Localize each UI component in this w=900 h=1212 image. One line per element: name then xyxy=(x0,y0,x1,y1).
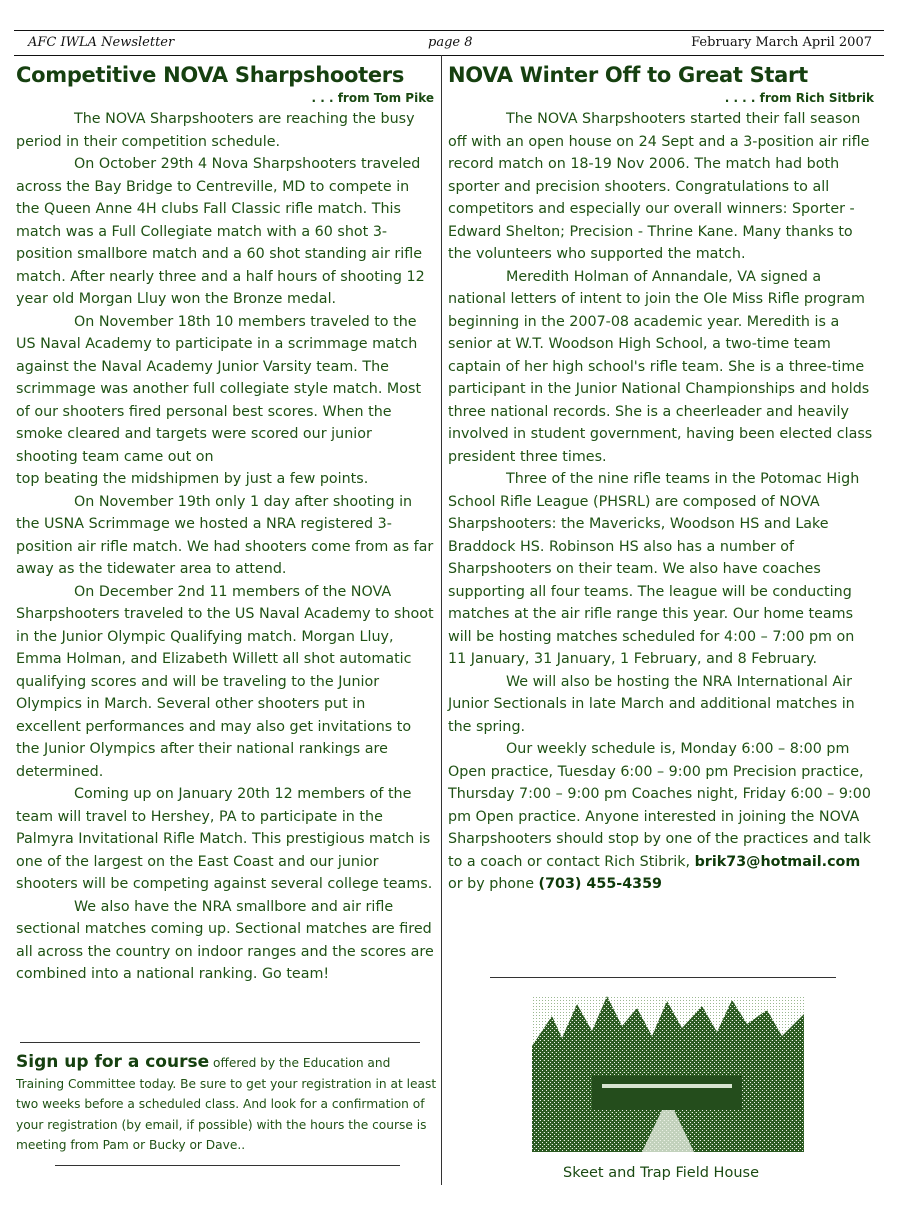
paragraph: We also have the NRA smallbore and air rifle sectional matches coming up. Sectional matches are fired all across the country on indoor ranges and the scores are combined into a national ranking. Go team! xyxy=(16,898,434,982)
newsletter-name: AFC IWLA Newsletter xyxy=(28,35,175,50)
right-article-title: NOVA Winter Off to Great Start xyxy=(448,63,808,87)
schedule-text: Our weekly schedule is, Monday 6:00 – 8:00 pm Open practice, Tuesday 6:00 – 9:00 pm Precision practice, Thursday 7:00 – 9:00 pm Coaches night, Friday 6:00 – 9:00 pm Open practice. Anyone interested in joining the NOVA Sharpshooters should stop by one of the practices and talk to a coach or contact Rich Stibrik, xyxy=(448,741,871,870)
paragraph: On November 19th only 1 day after shooting in the USNA Scrimmage we hosted a NRA registered 3-position air rifle match. We had shooters come from as far away as the tidewater area to attend. xyxy=(16,493,434,577)
paragraph: We will also be hosting the NRA International Air Junior Sectionals in late March and additional matches in the spring. xyxy=(448,673,855,735)
schedule-paragraph xyxy=(448,738,874,896)
field-house-photo xyxy=(532,996,804,1152)
contact-phone: (703) 455-4359 xyxy=(538,876,663,892)
column-divider xyxy=(441,55,442,1185)
page-header xyxy=(14,30,884,56)
signup-body: offered by the Education and Training Committee today. Be sure to get your registration in at least two weeks before a scheduled class. And look for a confirmation of your registration (by email, if possible) with the hours the course is meeting from Pam or Bucky or Dave.. xyxy=(16,1056,437,1152)
paragraph: Meredith Holman of Annandale, VA signed a national letters of intent to join the Ole Miss Rifle program beginning in the 2007-08 academic year. Meredith is a senior at W.T. Woodson High School, a two-time team captain of her high school's rifle team. She is a three-time participant in the Junior National Championships and holds three national records. She is a cheerleader and heavily involved in student government, having been elected class president three times. xyxy=(448,268,873,465)
contact-email[interactable]: brik73@hotmail.com xyxy=(694,853,861,870)
left-article xyxy=(16,60,434,986)
paragraph: top beating the midshipmen by just a few points. xyxy=(16,471,369,487)
field-house-image xyxy=(532,996,804,1152)
signup-divider-top xyxy=(20,1042,420,1043)
left-article-byline: . . . from Tom Pike xyxy=(311,91,434,105)
paragraph: On October 29th 4 Nova Sharpshooters traveled across the Bay Bridge to Centreville, MD to compete in the Queen Anne 4H clubs Fall Classic rifle match. This match was a Full Collegiate match with a 60 shot 3-position smallbore match and a 60 shot standing air rifle match. After nearly three and a half hours of shooting 12 year old Morgan Lluy won the Bronze medal. xyxy=(16,156,425,307)
signup-lead: Sign up for a course xyxy=(16,1052,210,1072)
right-article xyxy=(448,60,874,896)
paragraph: Coming up on January 20th 12 members of the team will travel to Hershey, PA to participate in the Palmyra Invitational Rifle Match. This prestigious match is one of the largest on the East Coast and our junior shooters will be competing against several college teams. xyxy=(16,786,433,892)
left-article-title: Competitive NOVA Sharpshooters xyxy=(16,63,405,87)
signup-divider-bottom xyxy=(55,1165,400,1166)
signup-box xyxy=(16,1052,440,1156)
paragraph: The NOVA Sharpshooters started their fall season off with an open house on 24 Sept and a 3-position air rifle record match on 18-19 Nov 2006. The match had both sporter and precision shooters. Congratulations to all competitors and especially our overall winners: Sporter - Edward Shelton; Precision - Thrine Kane. Many thanks to the volunteers who supported the match. xyxy=(448,111,870,262)
paragraph: On December 2nd 11 members of the NOVA Sharpshooters traveled to the US Naval Academy to shoot in the Junior Olympic Qualifying match. Morgan Lluy, Emma Holman, and Elizabeth Willett all shot automatic qualifying scores and will be traveling to the Junior Olympics in March. Several other shooters put in excellent performances and may also get invitations to the Junior Olympics after their national rankings are determined. xyxy=(16,583,434,780)
paragraph: The NOVA Sharpshooters are reaching the busy period in their competition schedule. xyxy=(16,111,415,150)
right-article-byline: . . . . from Rich Sitbrik xyxy=(724,91,874,105)
photo-caption: Skeet and Trap Field House xyxy=(562,1165,759,1181)
paragraph: On November 18th 10 members traveled to the US Naval Academy to participate in a scrimmage match against the Naval Academy Junior Varsity team. The scrimmage was another full collegiate style match. Most of our shooters fired personal best scores. When the smoke cleared and targets were scored our junior shooting team came out on xyxy=(16,313,422,465)
phone-prefix: or by phone xyxy=(448,876,539,892)
page-number: page 8 xyxy=(428,35,473,50)
photo-divider xyxy=(490,977,836,978)
signup-text xyxy=(16,1052,440,1156)
paragraph: Three of the nine rifle teams in the Potomac High School Rifle League (PHSRL) are composed of NOVA Sharpshooters: the Mavericks, Woodson HS and Lake Braddock HS. Robinson HS also has a number of Sharpshooters on their team. We also have coaches supporting all four teams. The league will be conducting matches at the air rifle range this year. Our home teams will be hosting matches scheduled for 4:00 – 7:00 pm on 11 January, 31 January, 1 February, and 8 February. xyxy=(448,471,860,667)
issue-date: February March April 2007 xyxy=(691,35,872,50)
